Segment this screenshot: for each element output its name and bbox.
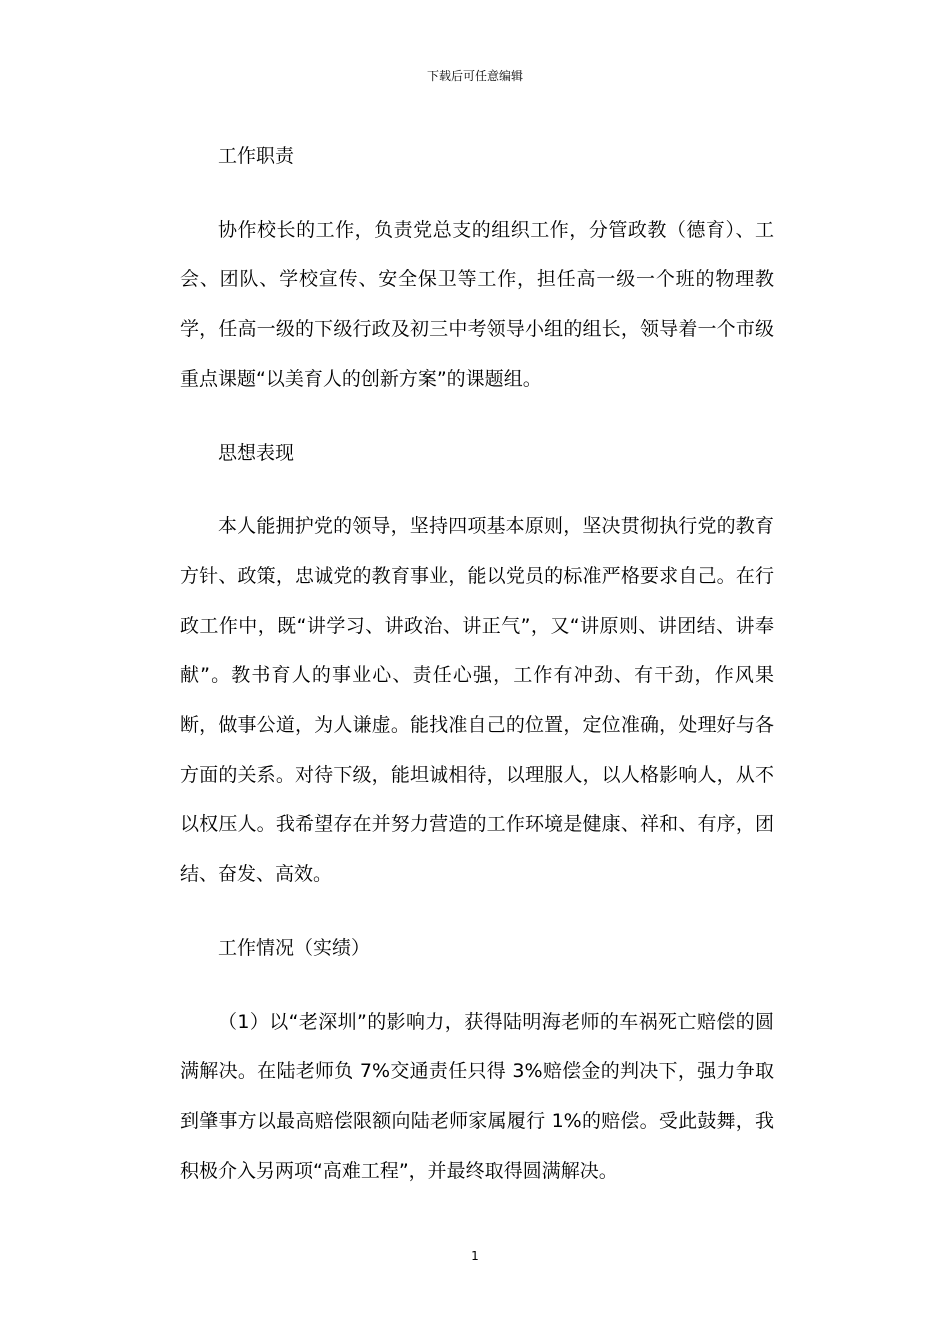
document-body: [180, 132, 774, 1220]
page-number: 1: [471, 1249, 479, 1263]
paragraph-thoughts: 本人能拥护党的领导，坚持四项基本原则，坚决贯彻执行党的教育方针、政策，忠诚党的教育事业，能以党员的标准严格要求自己。在行政工作中，既“讲学习、讲政治、讲正气”，又“讲原则、讲团结、讲奉献”。教书育人的事业心、责任心强，工作有冲劲、有干劲，作风果断，做事公道，为人谦虚。能找准自己的位置，定位准确，处理好与各方面的关系。对待下级，能坦诚相待，以理服人，以人格影响人，从不以权压人。我希望存在并努力营造的工作环境是健康、祥和、有序，团结、奋发、高效。: [180, 515, 774, 886]
paragraph-achievements: （1）以“老深圳”的影响力，获得陆明海老师的车祸死亡赔偿的圆满解决。在陆老师负 7%交通责任只得 3%赔偿金的判决下，强力争取到肇事方以最高赔偿限额向陆老师家属履行 1%的赔偿。受此鼓舞，我积极介入另两项“高难工程”，并最终取得圆满解决。: [180, 1010, 774, 1182]
section-heading-achievements: 工作情况（实绩）: [218, 936, 371, 959]
section-heading-thoughts: 思想表现: [218, 441, 295, 464]
paragraph-duties: 协作校长的工作，负责党总支的组织工作，分管政教（德育）、工会、团队、学校宣传、安全保卫等工作，担任高一级一个班的物理教学，任高一级的下级行政及初三中考领导小组的组长，领导着一个市级重点课题“以美育人的创新方案”的课题组。: [180, 218, 774, 390]
section-heading-duties: 工作职责: [218, 145, 295, 167]
page-header: 下载后可任意编辑: [426, 69, 523, 83]
